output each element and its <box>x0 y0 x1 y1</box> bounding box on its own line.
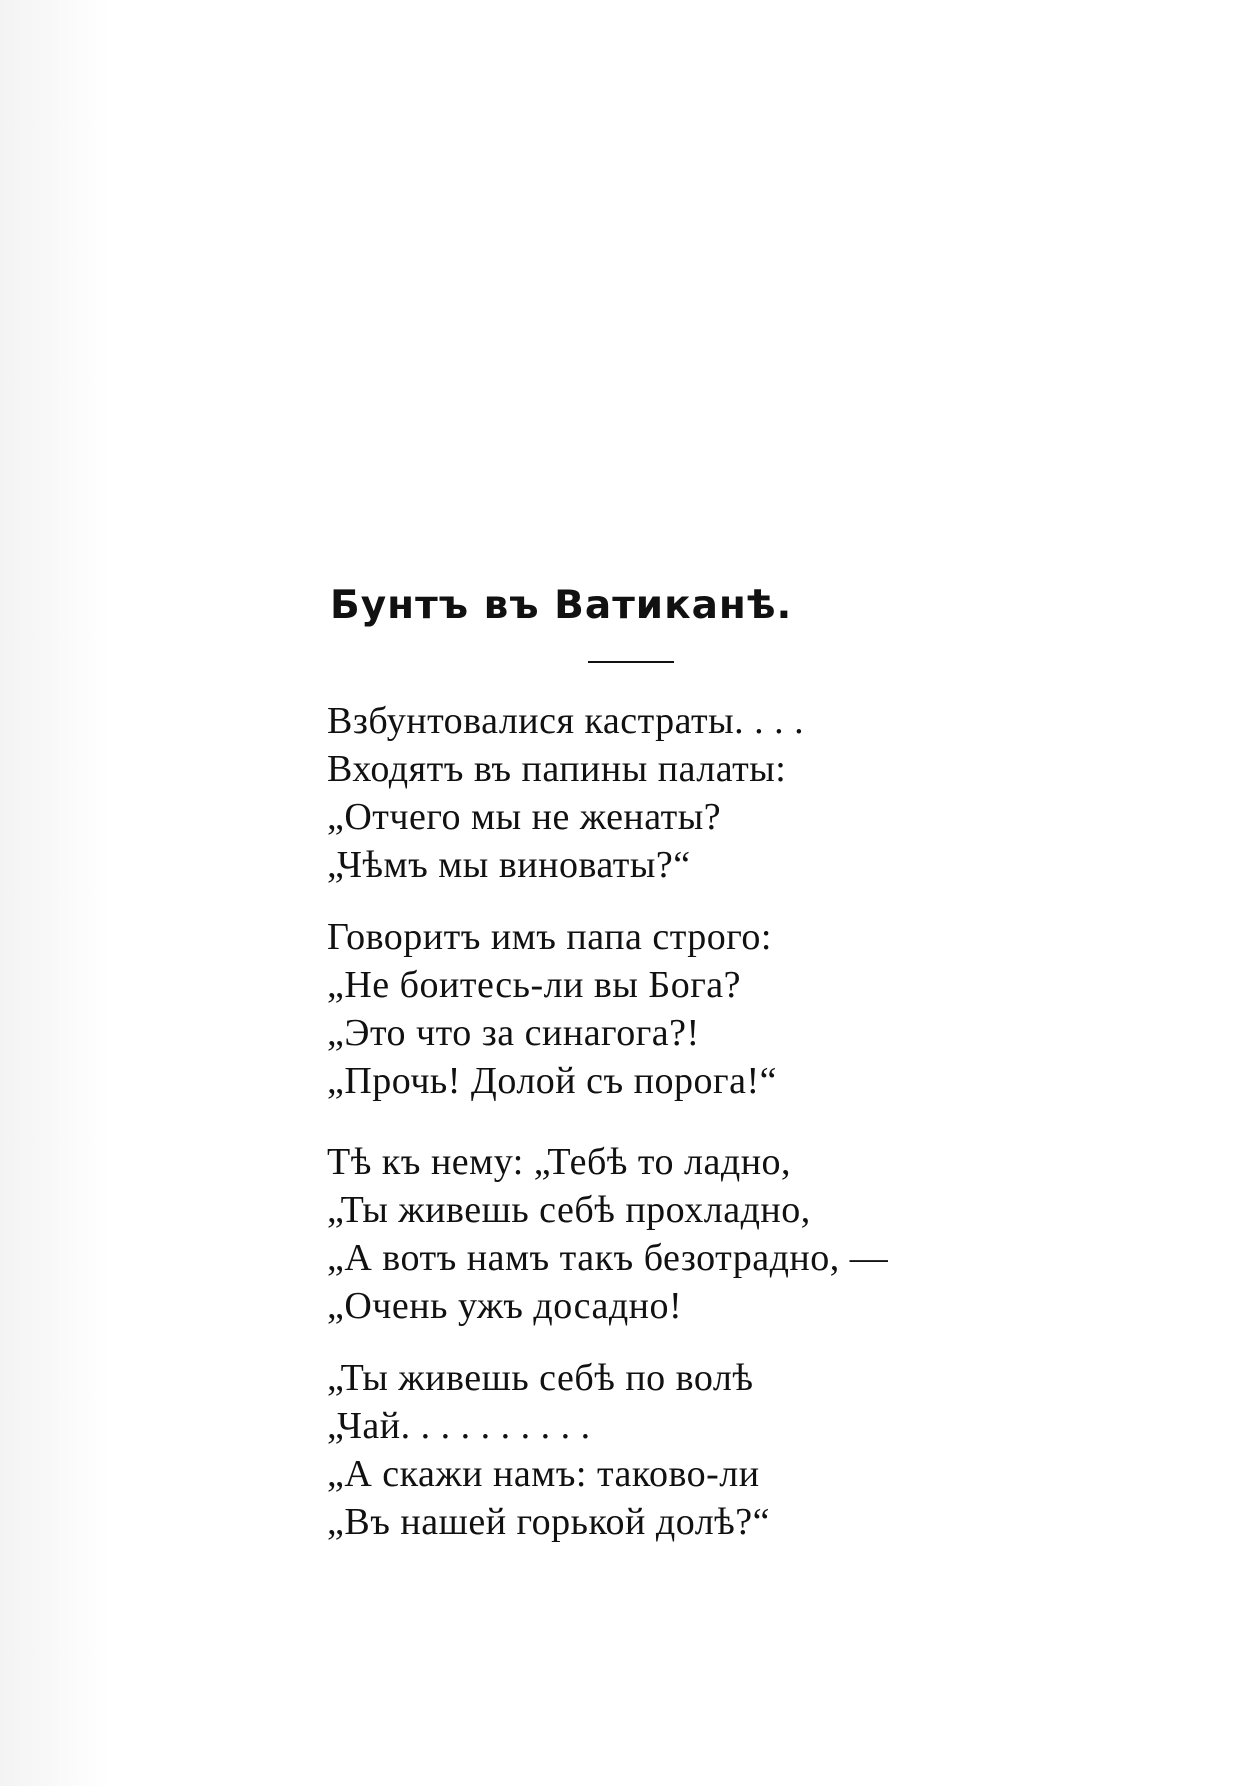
poem-line: „Чѣмъ мы виноваты?“ <box>327 844 691 886</box>
poem-line: „Не боитесь-ли вы Бога? <box>327 964 742 1006</box>
title-divider <box>588 661 674 663</box>
poem-line: Взбунтовалися кастраты. . . . <box>327 700 805 742</box>
poem-line: „Это что за синагога?! <box>327 1012 700 1054</box>
poem-line: „Ты живешь себѣ прохладно, <box>327 1189 811 1231</box>
poem-line: „А скажи намъ: таково-ли <box>327 1453 760 1495</box>
poem-line: „Прочь! Долой съ порога!“ <box>327 1060 777 1102</box>
poem-line: „А вотъ намъ такъ безотрадно, — <box>327 1237 889 1279</box>
poem-line: Говоритъ имъ папа строго: <box>327 916 772 958</box>
page-edge-shadow <box>0 0 110 1786</box>
poem-line: „Чай. . . . . . . . . . <box>327 1405 591 1447</box>
poem-title: Бунтъ въ Ватиканѣ. <box>330 583 793 628</box>
poem-line: „Отчего мы не женаты? <box>327 796 722 838</box>
stanza-2 <box>327 913 777 1105</box>
stanza-4 <box>327 1354 770 1546</box>
stanza-3 <box>327 1138 888 1330</box>
poem-line: Тѣ къ нему: „Тебѣ то ладно, <box>327 1141 792 1183</box>
poem-line: „Въ нашей горькой долѣ?“ <box>327 1501 771 1543</box>
poem-line: Входятъ въ папины палаты: <box>327 748 787 790</box>
poem-line: „Очень ужъ досадно! <box>327 1285 683 1327</box>
stanza-1 <box>327 697 804 889</box>
poem-line: „Ты живешь себѣ по волѣ <box>327 1357 754 1399</box>
